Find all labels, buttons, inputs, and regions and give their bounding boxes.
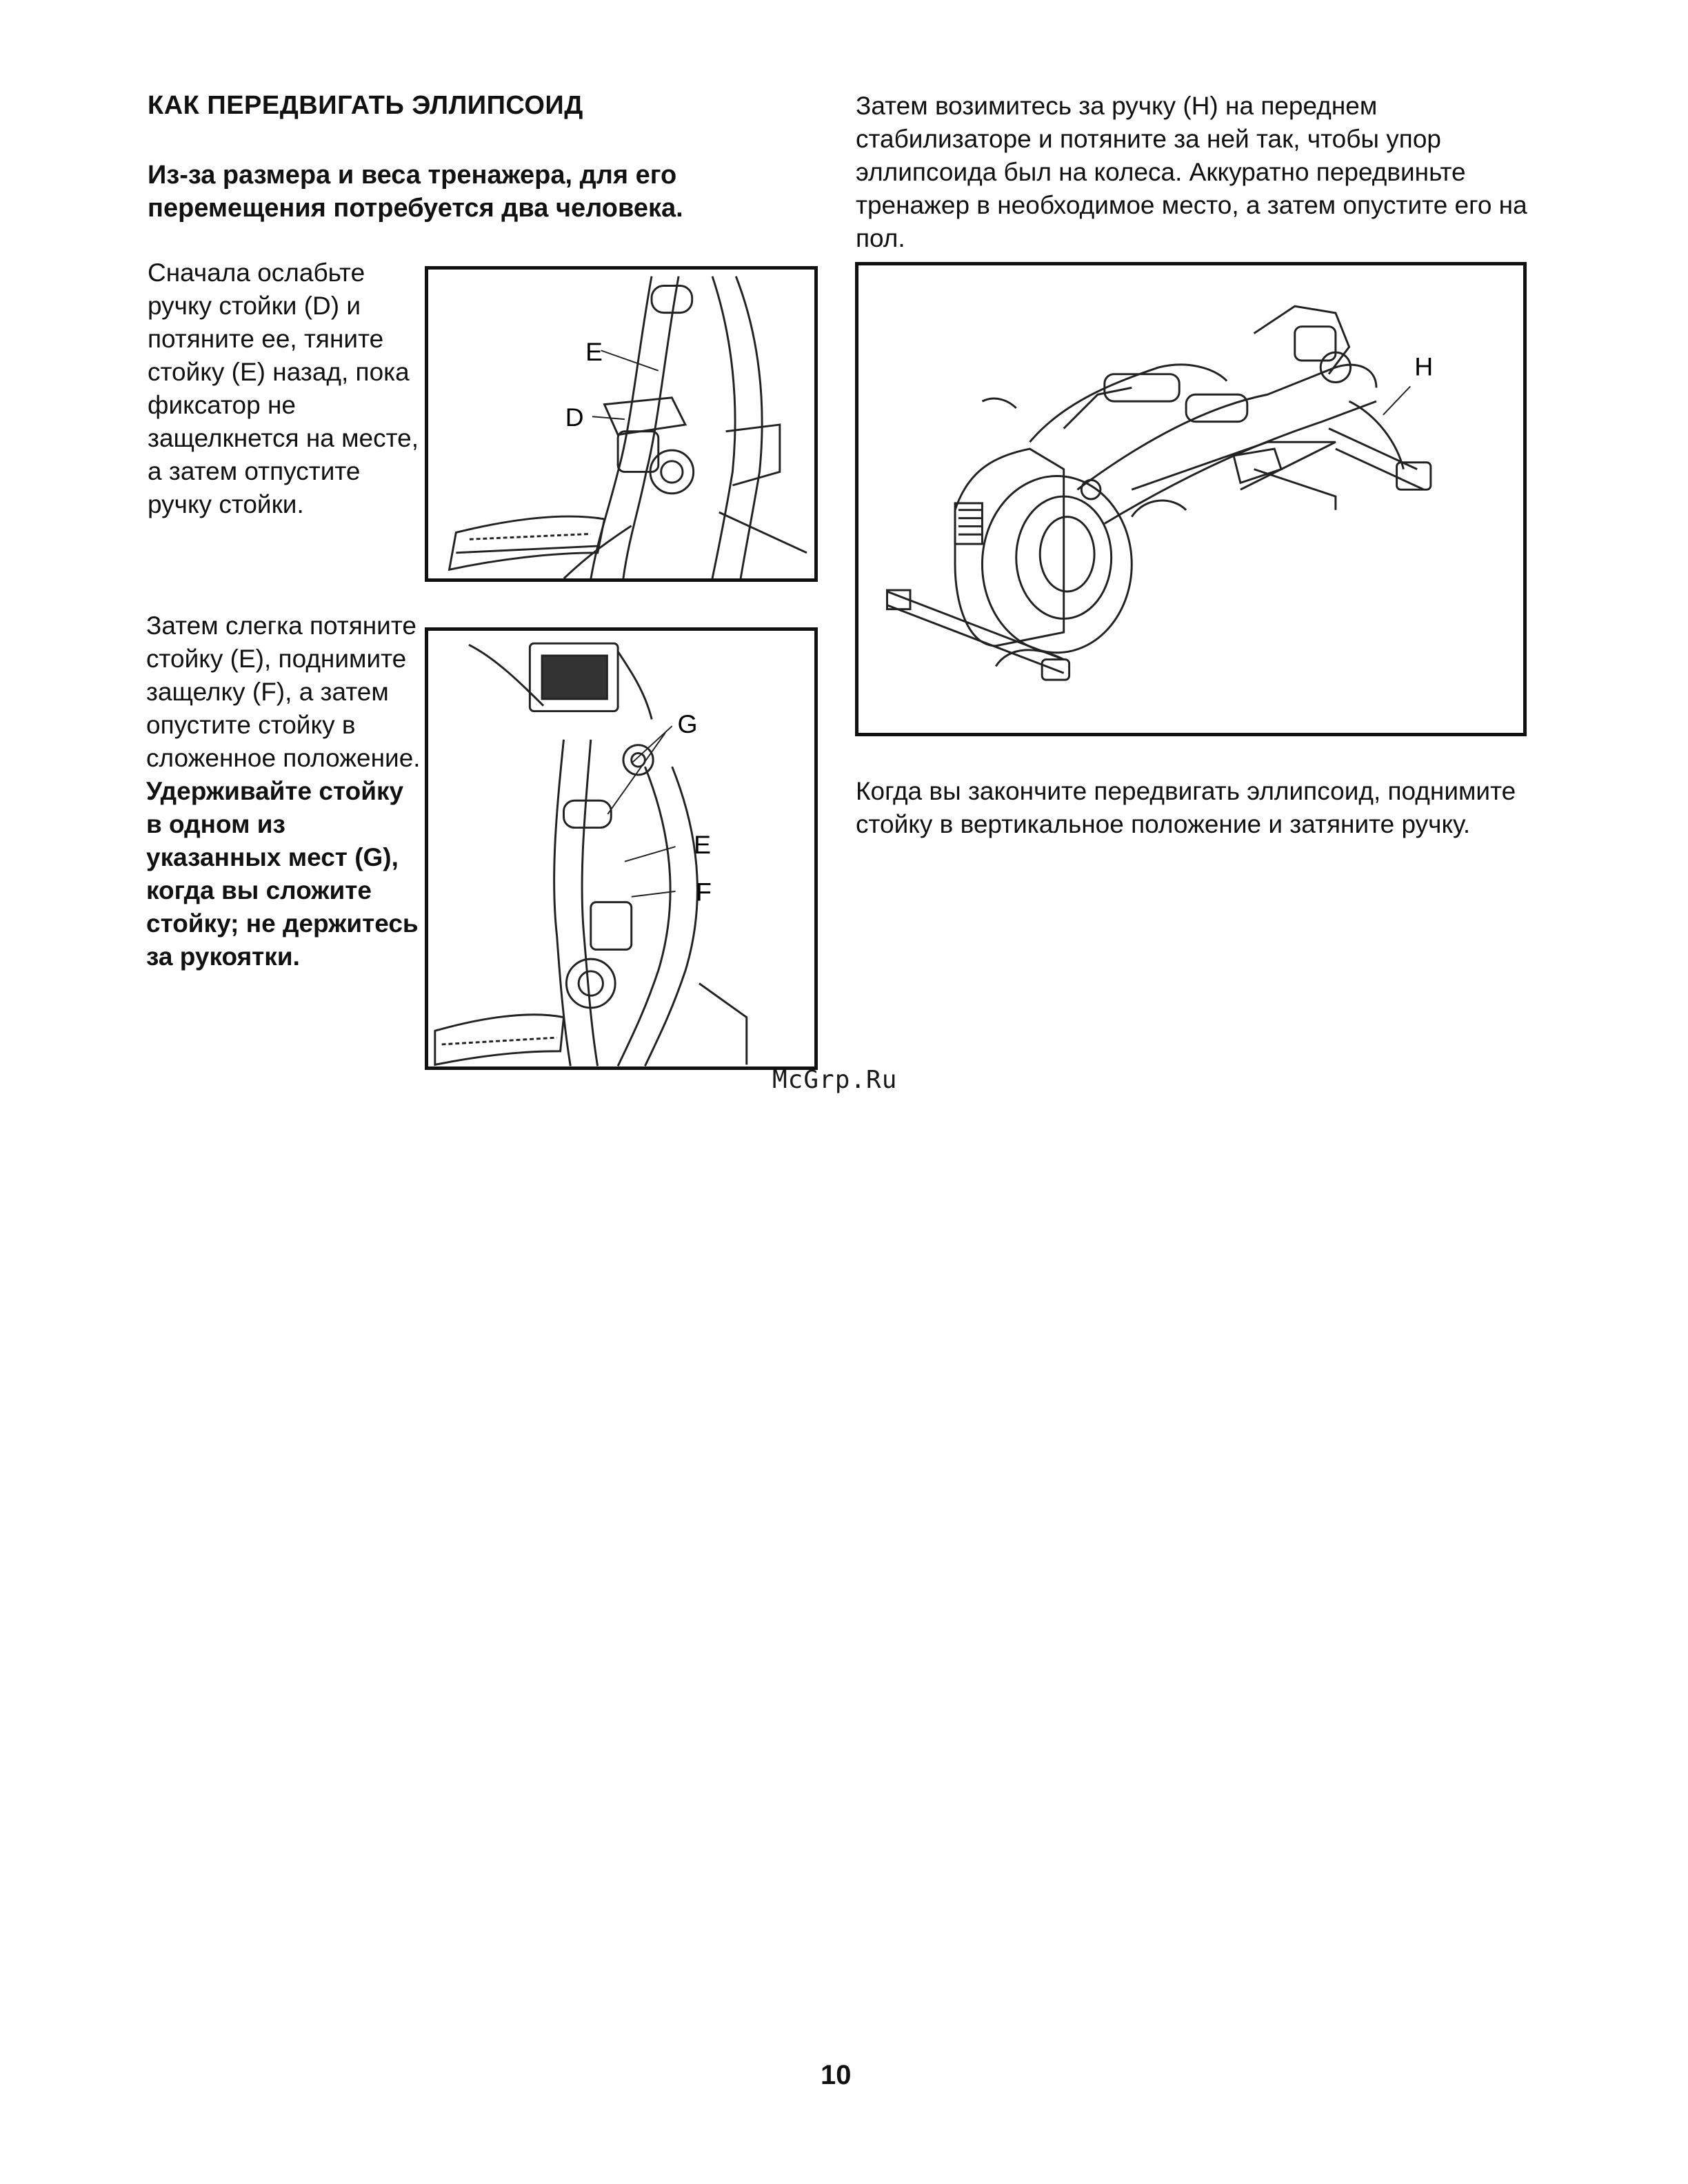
step3-text: Затем возимитесь за ручку (H) на переднем стабилизаторе и потяните за ней так, чтобы упор эллипсоида был на колеса. Аккуратно передвиньте тренажер в необходимое место, а затем опустите его на пол. (856, 92, 1527, 252)
label-g: G (677, 709, 698, 738)
figure-move-elliptical (855, 262, 1527, 736)
label-d: D (565, 402, 584, 432)
label-e: E (694, 829, 712, 859)
page-number: 10 (821, 2060, 852, 2090)
figure-fold-upright (425, 627, 818, 1070)
label-f: F (696, 877, 712, 907)
step4-text: Когда вы закончите передвигать эллипсоид, поднимите стойку в вертикальное положение и затяните ручку. (856, 777, 1516, 838)
step2-regular: Затем слегка потяните стойку (E), поднимите защелку (F), а затем опустите стойку в сложенное положение. (146, 611, 421, 772)
step2-text (146, 609, 422, 973)
fold-upright-illustration (428, 631, 814, 1066)
step2-bold-warning: Удерживайте стойку в одном из указанных мест (G), когда вы сложите стойку; не держитесь за рукоятки. (146, 777, 419, 971)
label-h: H (1414, 352, 1434, 381)
label-e: E (585, 337, 603, 367)
move-elliptical-illustration (858, 265, 1523, 733)
upright-release-illustration (428, 270, 814, 578)
watermark: McGrp.Ru (772, 1066, 898, 1094)
figure-upright-release (425, 266, 818, 582)
step1-text: Сначала ослабьте ручку стойки (D) и потяните ее, тяните стойку (E) назад, пока фиксатор не защелкнется на месте, а затем отпустите ручку стойки. (148, 259, 419, 518)
section-heading: КАК ПЕРЕДВИГАТЬ ЭЛЛИПСОИД (148, 91, 583, 120)
warning-text: Из-за размера и веса тренажера, для его перемещения потребуется два человека. (148, 161, 683, 223)
